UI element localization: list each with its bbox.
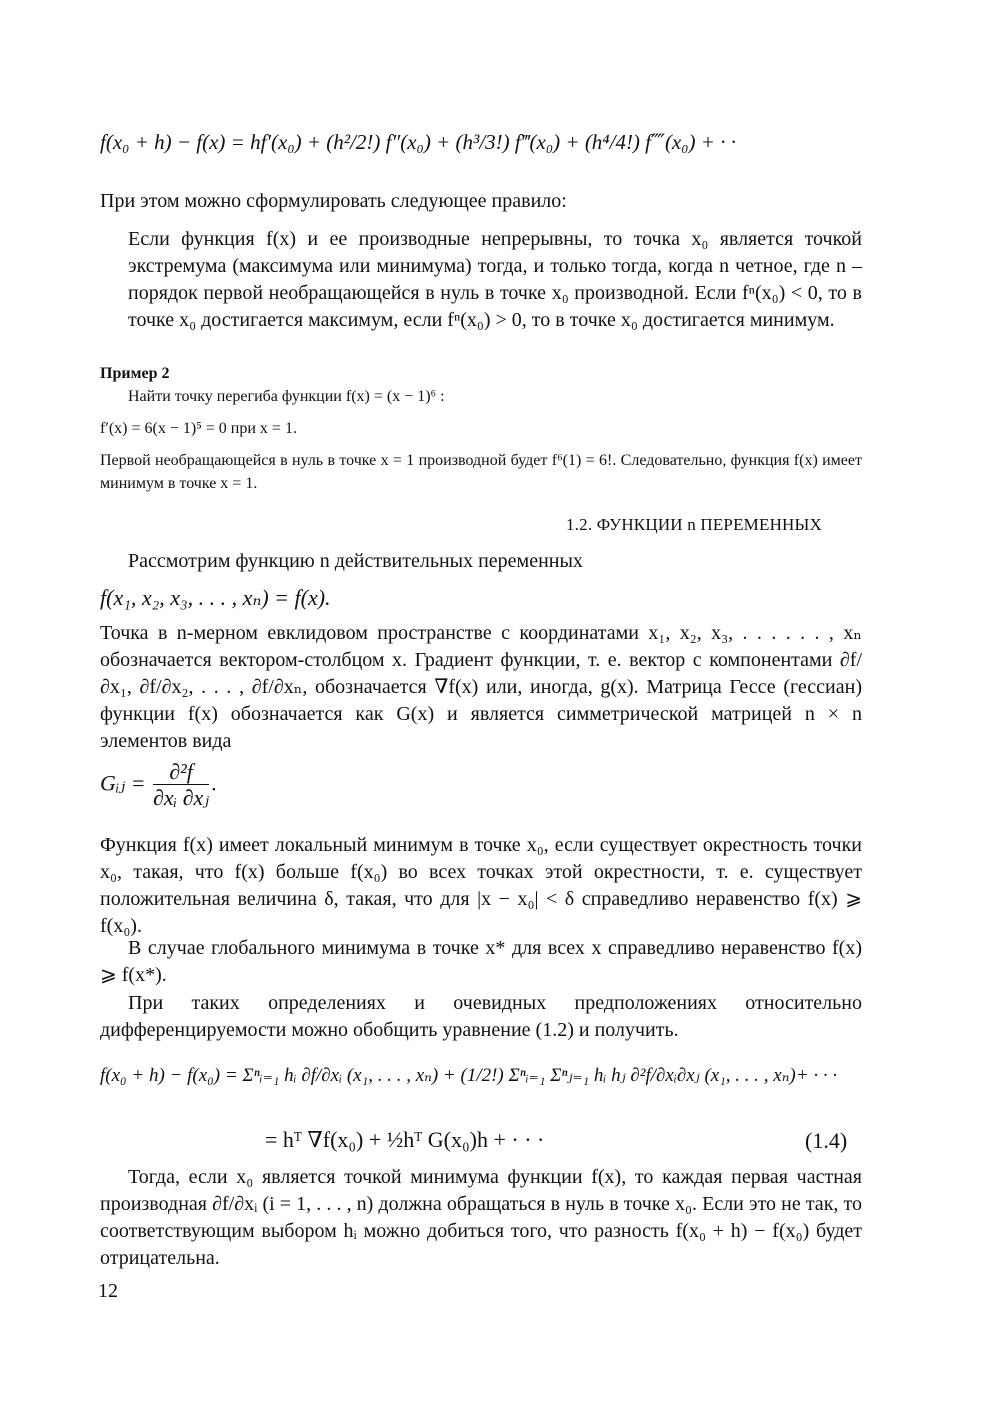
consider-paragraph: Рассмотрим функцию n действительных переменных bbox=[128, 550, 583, 572]
rule-paragraph: Если функция f(x) и ее производные непрерывны, то точка x₀ является точкой экстремума (максимума или минимума) тогда, и только тогда, когда n четное, где n – порядок первой необращающейся в нуль в точке x₀ производной. Если fⁿ(x₀) < 0, то в точке x₀ достигается максимум, если fⁿ(x₀) > 0, то в точке x₀ достигается минимум. bbox=[128, 228, 862, 331]
local-minimum-paragraph: Функция f(x) имеет локальный минимум в точке x₀, если существует окрестность точки x₀, такая, что f(x) больше f(x₀) во всех точках этой окрестности, т. е. существует положительная величина δ, такая, что для |x − x₀| < δ справедливо неравенство f(x) ⩾ f(x₀). bbox=[100, 834, 862, 937]
multivariate-taylor-line2: = hᵀ ∇f(x₀) + ½hᵀ G(x₀)h + · · · bbox=[265, 1127, 545, 1152]
hessian-fraction bbox=[153, 760, 209, 811]
hessian-lhs: Gᵢⱼ = bbox=[100, 770, 146, 796]
multivariate-taylor-line1: f(x₀ + h) − f(x₀) = Σⁿᵢ₌₁ hᵢ ∂f/∂xᵢ (x₁, . . . , xₙ) + (1/2!) Σⁿᵢ₌₁ Σⁿⱼ₌₁ hᵢ hⱼ ∂²f/∂xᵢ∂xⱼ (x₁, . . . , xₙ)+ · · · bbox=[100, 1065, 838, 1086]
page-number: 12 bbox=[98, 1280, 118, 1302]
section-heading: 1.2. ФУНКЦИИ n ПЕРЕМЕННЫХ bbox=[566, 515, 823, 534]
point-paragraph: Точка в n-мерном евклидовом пространстве с координатами x₁, x₂, x₃, . . . . . . , xₙ обозначается вектором-столбцом x. Градиент функции, т. е. вектор с компонентами ∂f/∂x₁, ∂f/∂x₂, . . . , ∂f/∂xₙ, обозначается ∇f(x) или, иногда, g(x). Матрица Гессе (гессиан) функции f(x) обозначается как G(x) и является симметрической матрицей n × n элементов вида bbox=[100, 622, 862, 752]
example-derivative: f′(x) = 6(x − 1)⁵ = 0 при x = 1. bbox=[100, 420, 297, 437]
equation-number: (1.4) bbox=[805, 1128, 848, 1153]
rule-intro: При этом можно сформулировать следующее правило: bbox=[100, 190, 567, 212]
hessian-numerator: ∂²f bbox=[153, 760, 209, 785]
then-paragraph: Тогда, если x₀ является точкой минимума функции f(x), то каждая первая частная производная ∂f/∂xᵢ (i = 1, . . . , n) должна обращаться в нуль в точке x₀. Если это не так, то соответствующим выбором hᵢ можно добиться того, что разность f(x₀ + h) − f(x₀) будет отрицательна. bbox=[100, 1166, 862, 1269]
hessian-element-formula: Gᵢⱼ = $\frac{\text{∂²f}}{\text{∂xᵢ ∂xⱼ}}$ . bbox=[100, 759, 217, 810]
global-minimum-paragraph: В случае глобального минимума в точке x* для всех x справедливо неравенство f(x) ⩾ f(x*). bbox=[100, 937, 862, 986]
example-conclusion: Первой необращающейся в нуль в точке x = 1 производной будет f⁶(1) = 6!. Следовательно, функция f(x) имеет минимум в точке x = 1. bbox=[100, 452, 862, 492]
example-title: Пример 2 bbox=[100, 365, 170, 382]
taylor-formula: f(x₀ + h) − f(x) = hf′(x₀) + (h²/2!) f″(x₀) + (h³/3!) f‴(x₀) + (h⁴/4!) f⁗(x₀) + · · bbox=[100, 130, 736, 154]
function-definition: f(x₁, x₂, x₃, . . . , xₙ) = f(x). bbox=[100, 585, 331, 610]
example-task: Найти точку перегиба функции f(x) = (x − 1)⁶ : bbox=[128, 388, 445, 405]
definitions-paragraph: При таких определениях и очевидных предположениях относительно дифференцируемости можно обобщить уравнение (1.2) и получить. bbox=[100, 992, 862, 1041]
hessian-denominator: ∂xᵢ ∂xⱼ bbox=[153, 785, 210, 810]
